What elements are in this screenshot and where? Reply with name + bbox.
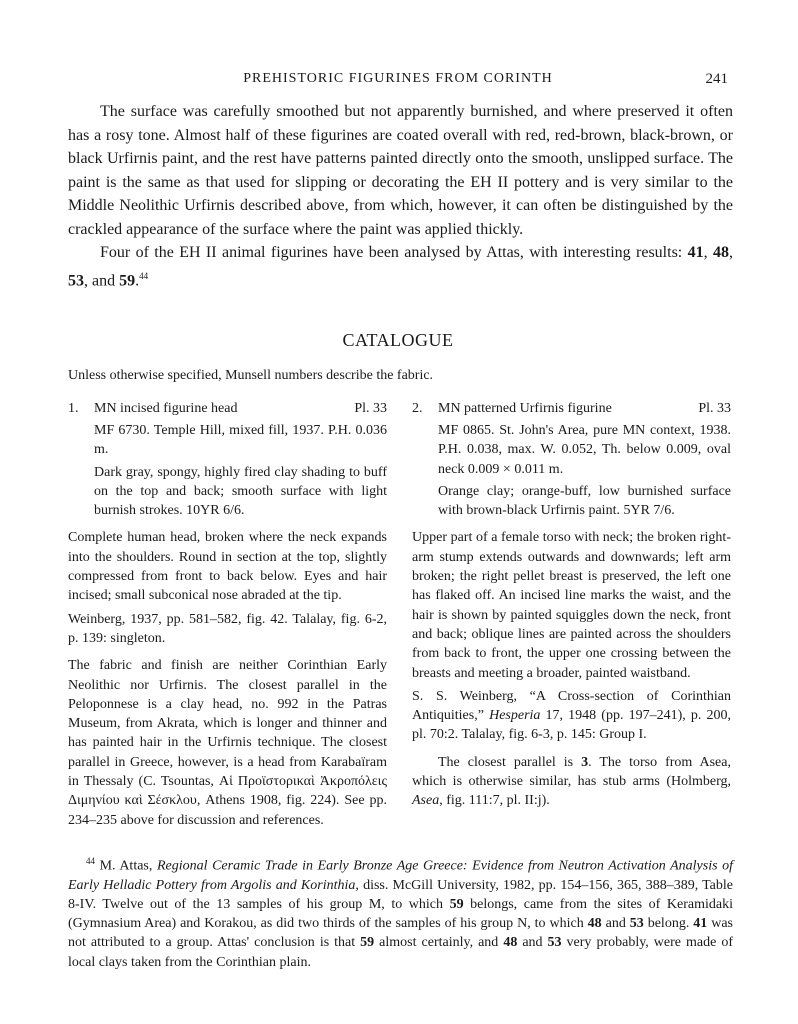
entry-fabric: Dark gray, spongy, highly fired clay shading to buff on the top and back; smooth surface with light burnish strokes. 10YR 6/6.	[94, 464, 387, 519]
journal-title: Hesperia	[489, 708, 541, 724]
intro-paragraph: The surface was carefully smoothed but not apparently burnished, and where preserved it often has a rosy tone. Almost half of these figurines are coated overall with red, red-brown, black-brown, or black Urfirnis paint, and the rest have patterns painted directly onto the smooth, unslipped surface. The paint is the same as that used for slipping or decorating the EH II pottery and is very similar to the Middle Neolithic Urfirnis described above, from which, however, it can often be distinguished by the crackled appearance of the surface where the paint was applied thickly.	[68, 103, 733, 238]
footnote-text: belong.	[643, 916, 694, 932]
separator: ,	[703, 244, 714, 261]
entry-plate: Pl. 33	[698, 401, 731, 416]
site-title: Asea	[412, 793, 440, 809]
figurine-ref: 59	[119, 271, 136, 289]
intro-paragraph-analysis	[68, 241, 733, 292]
page-number: 241	[705, 71, 728, 87]
footnote-text: was not attributed to a group. Attas' conclusion is that	[68, 916, 733, 951]
footnote-marker: 44	[139, 270, 149, 281]
footnote-44	[68, 852, 733, 972]
separator: , and	[84, 271, 120, 289]
running-title: PREHISTORIC FIGURINES FROM CORINTH	[243, 71, 553, 86]
entry-number: 2.	[412, 401, 423, 416]
entry-discussion: The fabric and finish are neither Corinthian Early Neolithic nor Urfirnis. The closest parallel in the Peloponnese is a clay head, no. 992 in the Patras Museum, from Akrata, which is longer and thinner and has painted hair in the Urfirnis technique. The closest parallel in Greece, however, is a head from Karabaïram in Thessaly (C. Tsountas, Αἱ Προϊστορικαὶ Ἀκροπόλεις Διμηνίου καὶ Σέσκλου, Athens 1908, fig. 224). See pp. 234–235 above for discussion and references.	[68, 658, 387, 828]
entry-heading	[68, 399, 387, 419]
entry-plate: Pl. 33	[354, 401, 387, 416]
entry-references: Weinberg, 1937, pp. 581–582, fig. 42. Talalay, fig. 6-2, p. 139: singleton.	[68, 611, 387, 646]
entry-title: MN incised figurine head	[94, 401, 238, 416]
intro-section	[68, 100, 733, 292]
catalogue-title: CATALOGUE	[342, 330, 454, 350]
figurine-ref: 59	[449, 897, 464, 913]
figurine-ref: 3	[581, 754, 589, 770]
catalogue-entry-2	[412, 399, 731, 811]
catalogue-entry-1	[68, 399, 387, 830]
entry-inventory: MF 6730. Temple Hill, mixed fill, 1937. P.H. 0.036 m.	[94, 423, 387, 458]
figurine-ref: 41	[693, 916, 708, 932]
footnote-text: M. Attas,	[95, 858, 157, 874]
footnote-text: , diss. McGill University, 1982, pp. 154–156, 365, 388–389, Table 8-IV. Twelve out of the 13 samples of his group M, to which	[68, 877, 733, 913]
footnote-text: and	[601, 916, 630, 932]
catalogue-note: Unless otherwise specified, Munsell numbers describe the fabric.	[68, 368, 434, 383]
figurine-ref: 53	[547, 935, 562, 951]
footnote-text: belongs, came from the sites of Keramidaki (Gymnasium Area) and Korakou, as did two thirds of the samples of his group N, to which	[68, 897, 733, 932]
figurine-ref: 53	[68, 271, 84, 289]
reference-text: 17, 1948 (pp. 197–241), p. 200, pl. 70:2. Talalay, fig. 6-3, p. 145: Group I.	[412, 708, 732, 743]
figurine-ref: 59	[360, 935, 375, 951]
discussion-text: . The torso from Asea, which is otherwise similar, has stub arms (Holmberg,	[412, 754, 731, 790]
discussion-text: The closest parallel is	[438, 754, 582, 770]
entry-references	[412, 687, 731, 745]
figurine-ref: 41	[687, 244, 704, 261]
running-header	[68, 71, 728, 91]
entry-description: Complete human head, broken where the neck expands into the shoulders. Round in section at the top, slightly compressed from front to back below. Eyes and hair incised; small subconical nose abraded at the tip.	[68, 530, 387, 604]
discussion-text: , fig. 111:7, pl. II:j).	[439, 793, 550, 809]
analysis-text: Four of the EH II animal figurines have been analysed by Attas, with interesting results:	[100, 244, 688, 261]
reference-text: S. S. Weinberg, “A Cross-section of Corinthian Antiquities,”	[412, 688, 731, 724]
entry-heading	[412, 399, 731, 419]
entry-title: MN patterned Urfirnis figurine	[438, 401, 612, 416]
entry-fabric: Orange clay; orange-buff, low burnished surface with brown-black Urfirnis paint. 5YR 7/6.	[438, 483, 731, 519]
separator: ,	[729, 244, 734, 261]
dissertation-title: Regional Ceramic Trade in Early Bronze Age Greece: Evidence from Neutron Activation Analysis of Early Helladic Pottery from Argolis and Korinthia	[68, 858, 733, 893]
footnote-number: 44	[86, 856, 95, 866]
footnote-text: almost certainly, and	[374, 935, 504, 951]
figurine-ref: 48	[713, 244, 730, 261]
footnote-text: very probably, were made of local clays taken from the Corinthian plain.	[68, 935, 733, 970]
separator: .	[135, 271, 140, 289]
entry-meta	[94, 421, 387, 520]
entry-meta	[438, 421, 731, 520]
figurine-ref: 53	[629, 916, 644, 932]
figurine-ref: 48	[587, 916, 602, 932]
figurine-ref: 48	[503, 935, 518, 951]
entry-description: Upper part of a female torso with neck; the broken right-arm stump extends outwards and downwards; left arm broken; the right pellet breast is preserved, the left one has flaked off. An incised line marks the waist, and the hair is shown by painted squiggles down the neck, front and back; oblique lines are painted across the shoulders from back to front, the upper one crossing between the breasts and meeting a broader, painted waistband.	[412, 530, 731, 681]
entry-inventory: MF 0865. St. John's Area, pure MN context, 1938. P.H. 0.038, max. W. 0.052, Th. below 0.009, oval neck 0.009 × 0.011 m.	[438, 423, 731, 477]
entry-number: 1.	[68, 401, 79, 416]
entry-discussion	[412, 753, 731, 811]
footnote-text: and	[517, 935, 548, 951]
